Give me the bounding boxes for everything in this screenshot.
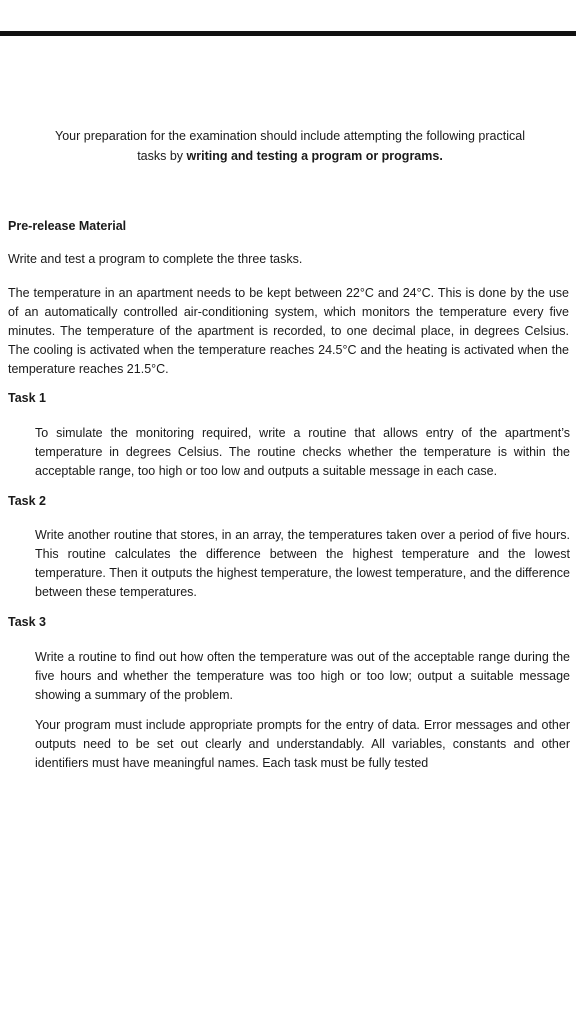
task-3-heading: Task 3: [8, 615, 46, 629]
prerelease-heading: Pre-release Material: [8, 219, 127, 233]
intro-line-2: [20, 146, 560, 166]
task-2-heading: Task 2: [8, 494, 46, 508]
intro-line-2-text: tasks by: [137, 149, 187, 163]
intro-line-1: Your preparation for the examination should include attempting the following practical: [55, 129, 525, 143]
intro-paragraph: [20, 126, 560, 166]
intro-line-2-bold: writing and testing a program or programs.: [186, 149, 443, 163]
task-1-heading: Task 1: [8, 391, 46, 405]
instruction-text: Write and test a program to complete the three tasks.: [8, 252, 303, 266]
description-paragraph: The temperature in an apartment needs to be kept between 22°C and 24°C. This is done by the use of an automatically controlled air-conditioning system, which monitors the temperature every five minutes. The temperature of the apartment is recorded, to one decimal place, in degrees Celsius. The cooling is activated when the temperature reaches 24.5°C and the heating is activated when the temperature reaches 21.5°C.: [8, 286, 569, 376]
task-3-text: Write a routine to find out how often the temperature was out of the acceptable range during the five hours and whether the temperature was too high or too low; output a suitable message showing a summary of the problem.: [35, 650, 570, 702]
task-1-text: To simulate the monitoring required, write a routine that allows entry of the apartment’s temperature in degrees Celsius. The routine checks whether the temperature is within the acceptable range, too high or too low and outputs a suitable message in each case.: [35, 426, 570, 478]
closing-paragraph: Your program must include appropriate prompts for the entry of data. Error messages and other outputs need to be set out clearly and understandably. All variables, constants and other identifiers must have meaningful names. Each task must be fully tested: [35, 718, 570, 770]
task-2-text: Write another routine that stores, in an array, the temperatures taken over a period of five hours. This routine calculates the difference between the highest temperature and the lowest temperature. Then it outputs the highest temperature, the lowest temperature, and the difference between these temperatures.: [35, 528, 570, 599]
top-rule: [0, 31, 576, 36]
